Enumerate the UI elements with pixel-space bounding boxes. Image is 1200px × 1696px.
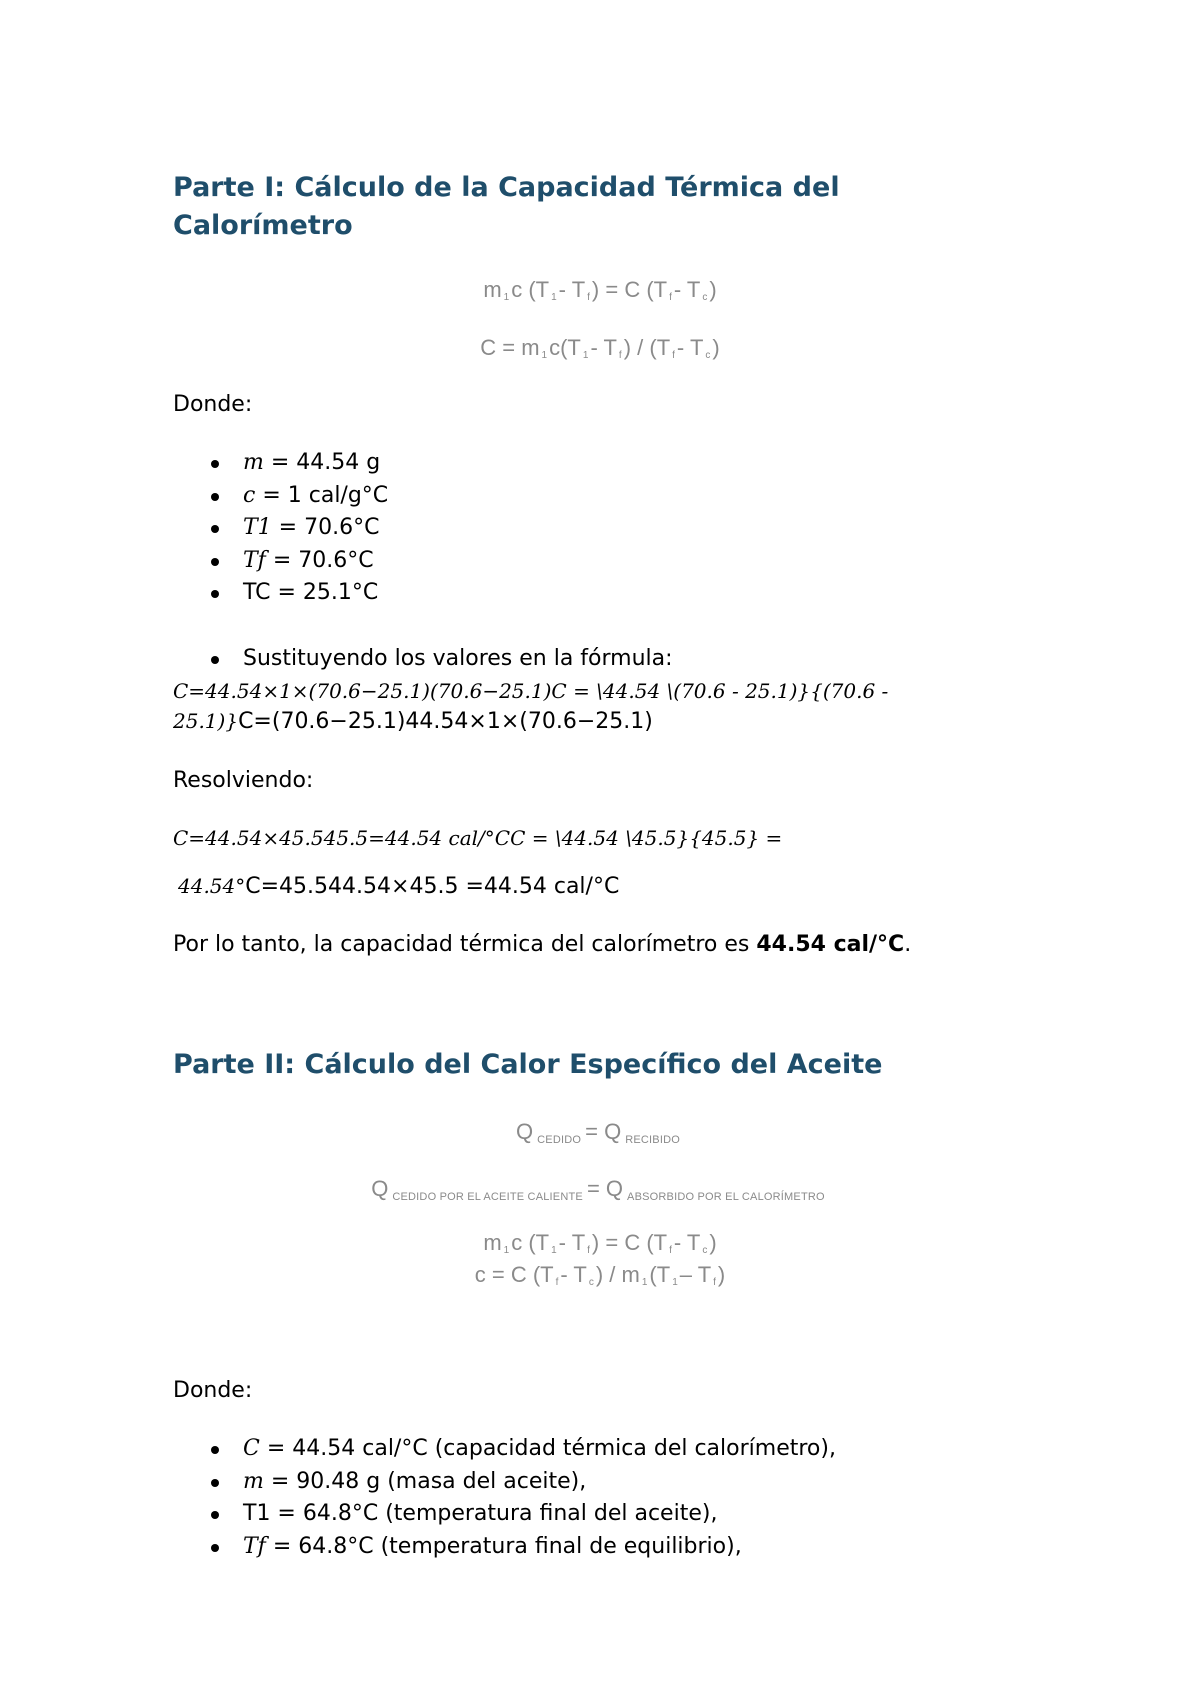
bullet-icon	[211, 525, 219, 533]
part1-heading-line1: Parte I: Cálculo de la Capacidad Térmica del	[173, 172, 840, 203]
latex-substitution-line1: C=44.54×1×(70.6−25.1)(70.6−25.1)C = \44.54 \(70.6 - 25.1)}{(70.6 -	[173, 679, 889, 703]
bullet-icon	[211, 1479, 219, 1487]
formula-heat-balance-2: m $_1$c (T $_1$- T $_f$) = C (T $_f$- T $_c$)	[483, 1230, 717, 1256]
bullet-icon	[211, 1544, 219, 1552]
part1-heading-line2: Calorímetro	[173, 210, 353, 241]
list-item: Tf = 64.8°C (temperatura final de equilibrio),	[173, 1531, 836, 1564]
list-item: m = 90.48 g (masa del aceite),	[173, 1466, 836, 1499]
formula-heat-capacity: C = m $_1$c(T $_1$- T $_f$) / (T $_f$- T $_c$)	[480, 335, 720, 361]
part1-donde-label: Donde:	[173, 392, 253, 417]
list-item: T1 = 70.6°C	[173, 512, 388, 545]
bullet-icon	[211, 1511, 219, 1519]
resolution-line2: 44.54°C=45.544.54×45.5 =44.54 cal/°C	[178, 874, 620, 899]
bullet-icon	[211, 1446, 219, 1454]
list-item: C = 44.54 cal/°C (capacidad térmica del calorímetro),	[173, 1433, 836, 1466]
list-item: T1 = 64.8°C (temperatura final del aceite),	[173, 1498, 836, 1531]
formula-specific-heat: c = C (T $_f$- T $_c$) / m $_1$(T $_1$– T $_f$)	[474, 1262, 726, 1288]
part2-variable-list	[173, 1433, 836, 1563]
formula-heat-exchange-detailed: QCEDIDO POR EL ACEITE CALIENTE = Q ABSORBIDO POR EL CALORÍMETRO	[371, 1176, 825, 1203]
list-item: Sustituyendo los valores en la fórmula:	[173, 643, 673, 676]
part1-substitution-list	[173, 643, 673, 676]
conclusion-paragraph: Por lo tanto, la capacidad térmica del calorímetro es 44.54 cal/°C.	[173, 932, 912, 957]
list-item: m = 44.54 g	[173, 447, 388, 480]
formula-heat-balance: m $_1$c (T $_1$- T $_f$) = C (T $_f$- T $_c$)	[483, 277, 717, 303]
resolution-line1: C=44.54×45.545.5=44.54 cal/°CC = \44.54 \45.5}{45.5} =	[173, 826, 783, 850]
formula-heat-exchange: QCEDIDO = Q RECIBIDO	[516, 1119, 680, 1146]
part2-heading: Parte II: Cálculo del Calor Específico del Aceite	[173, 1049, 883, 1080]
list-item: Tf = 70.6°C	[173, 545, 388, 578]
bullet-icon	[211, 590, 219, 598]
part1-variable-list	[173, 447, 388, 610]
list-item: c = 1 cal/g°C	[173, 480, 388, 513]
part2-donde-label: Donde:	[173, 1378, 253, 1403]
bullet-icon	[211, 656, 219, 664]
bullet-icon	[211, 460, 219, 468]
latex-substitution-line2: 25.1)}C=(70.6−25.1)44.54×1×(70.6−25.1)	[173, 709, 653, 734]
bullet-icon	[211, 558, 219, 566]
resolviendo-label: Resolviendo:	[173, 768, 314, 793]
list-item: TC = 25.1°C	[173, 577, 388, 610]
bullet-icon	[211, 493, 219, 501]
